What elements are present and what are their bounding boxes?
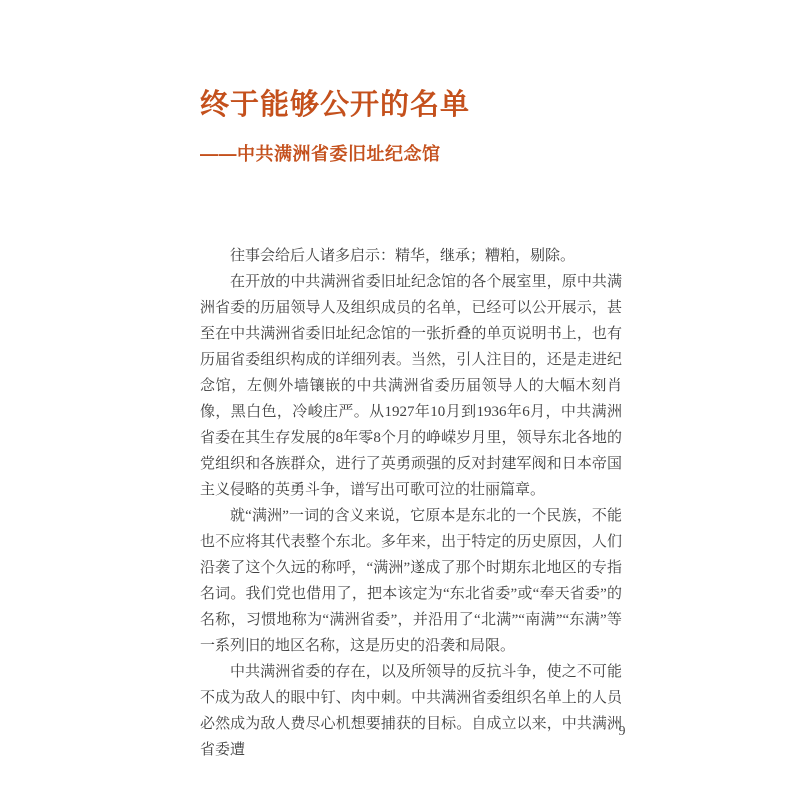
page-number: 9 [618, 724, 626, 739]
paragraph-enemy-target: 中共满洲省委的存在，以及所领导的反抗斗争，使之不可能不成为敌人的眼中钉、肉中刺。中共满洲省委组织名单上的人员必然成为敌人费尽心机想要捕获的目标。自成立以来，中共满洲省委遭 [200, 664, 622, 758]
chapter-subtitle: ——中共满洲省委旧址纪念馆 [200, 144, 441, 164]
paragraph-opening: 往事会给后人诸多启示：精华，继承；糟粕，剔除。 [230, 248, 576, 264]
chapter-title: 终于能够公开的名单 [200, 89, 471, 121]
paragraph-museum-exhibit: 在开放的中共满洲省委旧址纪念馆的各个展室里，原中共满洲省委的历届领导人及组织成员的名单，已经可以公开展示，甚至在中共满洲省委旧址纪念馆的一张折叠的单页说明书上，也有历届省委组织构成的详细列表。当然，引人注目的，还是走进纪念馆，左侧外墙镶嵌的中共满洲省委历届领导人的大幅木刻肖像，黑白色，冷峻庄严。从1927年10月到1936年6月，中共满洲省委在其生存发展的8年零8个月的峥嵘岁月里，领导东北各地的党组织和各族群众，进行了英勇顽强的反对封建军阀和日本帝国主义侵略的英勇斗争，谱写出可歌可泣的壮丽篇章。 [200, 274, 622, 498]
paragraph-manchuria-term: 就“满洲”一词的含义来说，它原本是东北的一个民族，不能也不应将其代表整个东北。多年来，出于特定的历史原因，人们沿袭了这个久远的称呼，“满洲”遂成了那个时期东北地区的专指名词。我们党也借用了，把本该定为“东北省委”或“奉天省委”的名称，习惯地称为“满洲省委”，并沿用了“北满”“南满”“东满”等一系列旧的地区名称，这是历史的沿袭和局限。 [200, 508, 622, 654]
body-text [200, 243, 622, 763]
